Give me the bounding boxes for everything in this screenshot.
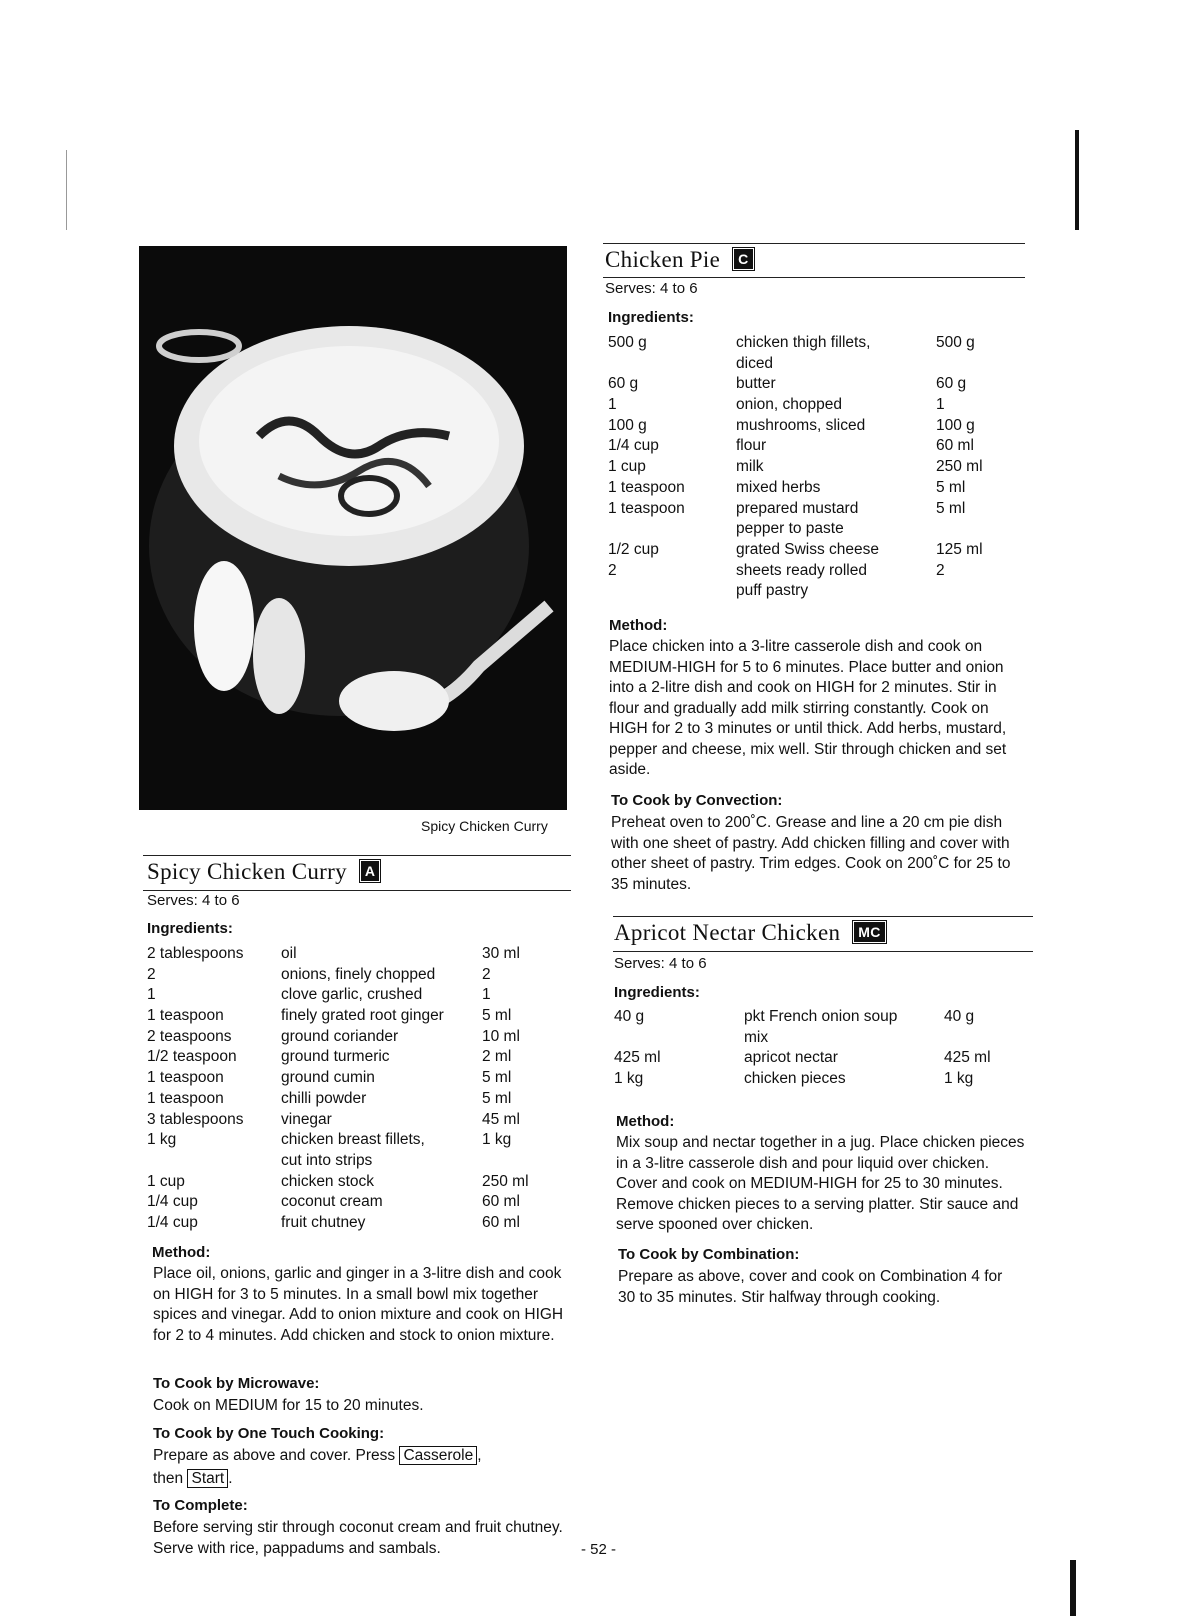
ingredient-metric: 5 ml (936, 478, 966, 496)
curry-title-rule-bottom (143, 890, 571, 891)
onetouch-prefix: Prepare as above and cover. Press (153, 1447, 396, 1464)
curry-microwave-text: Cook on MEDIUM for 15 to 20 minutes. (153, 1397, 424, 1414)
ingredient-name: prepared mustard (736, 499, 859, 517)
ingredient-metric: 1 (482, 986, 491, 1004)
ingredient-row (608, 374, 1028, 395)
curry-serves: Serves: 4 to 6 (147, 892, 240, 909)
onetouch-period: . (228, 1470, 233, 1487)
ingredient-name: puff pastry (736, 582, 809, 600)
ingredient-name: chicken stock (281, 1172, 375, 1190)
apricot-method-label: Method: (616, 1113, 675, 1130)
ingredient-name: mushrooms, sliced (736, 416, 866, 434)
curry-microwave-label: To Cook by Microwave: (153, 1375, 320, 1392)
curry-method-label: Method: (152, 1244, 211, 1261)
ingredient-metric: 40 g (944, 1008, 975, 1025)
curry-badge: A (361, 861, 379, 881)
ingredient-name: ground cumin (281, 1069, 375, 1087)
pie-title-rule-top (603, 243, 1025, 244)
ingredient-row (147, 1027, 577, 1048)
ingredient-row (147, 1130, 577, 1151)
ingredient-qty: 1 teaspoon (608, 478, 685, 496)
ingredient-row (608, 436, 1028, 457)
ingredient-name: chilli powder (281, 1089, 367, 1107)
ingredient-name: onion, chopped (736, 396, 843, 414)
ingredient-row (608, 333, 1028, 354)
ingredient-qty: 1 cup (147, 1172, 185, 1190)
ingredient-qty: 60 g (608, 375, 639, 393)
ingredient-name: milk (736, 458, 764, 476)
curry-onetouch-line2 (153, 1469, 233, 1490)
apricot-title-text: Apricot Nectar Chicken (614, 920, 841, 945)
onetouch-then: then (153, 1470, 184, 1487)
ingredient-name: coconut cream (281, 1193, 383, 1211)
ingredient-name: ground coriander (281, 1027, 399, 1045)
start-key: Start (187, 1469, 228, 1488)
curry-title-text: Spicy Chicken Curry (147, 859, 347, 884)
photo-caption: Spicy Chicken Curry (421, 818, 548, 834)
ingredient-row (608, 416, 1028, 437)
ingredient-qty: 1/4 cup (608, 437, 659, 455)
ingredient-metric: 5 ml (936, 499, 966, 517)
ingredient-row (608, 478, 1028, 499)
ingredient-qty: 1 teaspoon (147, 1069, 224, 1087)
ingredient-row (608, 519, 1028, 540)
ingredient-name: chicken pieces (744, 1070, 846, 1088)
apricot-ingredients-list (614, 1007, 1034, 1090)
curry-onetouch-label: To Cook by One Touch Cooking: (153, 1425, 385, 1442)
ingredient-qty: 3 tablespoons (147, 1110, 244, 1128)
ingredient-qty: 1/2 cup (608, 540, 659, 558)
ingredient-qty: 1 teaspoon (608, 499, 685, 517)
curry-onetouch-line1 (153, 1446, 482, 1467)
pie-badge: C (734, 249, 752, 269)
ingredient-row (147, 1089, 577, 1110)
apricot-title-rule-top (613, 916, 1033, 917)
apricot-title (614, 920, 885, 946)
ingredient-row (147, 1047, 577, 1068)
ingredient-metric: 60 ml (482, 1213, 520, 1231)
pie-title (605, 247, 753, 273)
ingredient-qty: 100 g (608, 416, 647, 434)
ingredient-name: mixed herbs (736, 478, 821, 496)
ingredient-name: clove garlic, crushed (281, 986, 423, 1004)
ingredient-metric: 45 ml (482, 1110, 520, 1128)
ingredient-name: mix (744, 1028, 769, 1046)
ingredient-name: pepper to paste (736, 520, 844, 538)
pie-title-text: Chicken Pie (605, 247, 721, 272)
ingredient-name: chicken breast fillets, (281, 1131, 425, 1149)
curry-photo (139, 246, 567, 810)
ingredient-row (147, 1006, 577, 1027)
ingredient-name: chicken thigh fillets, (736, 334, 871, 351)
ingredient-metric: 125 ml (936, 540, 983, 558)
apricot-combination-label: To Cook by Combination: (618, 1246, 800, 1263)
ingredient-metric: 500 g (936, 334, 975, 351)
ingredient-row (147, 1213, 577, 1234)
ingredient-row (608, 540, 1028, 561)
ingredient-row (614, 1069, 1034, 1090)
ingredient-name: apricot nectar (744, 1049, 838, 1067)
curry-title (147, 859, 379, 885)
ingredient-row (147, 1151, 577, 1172)
curry-title-rule-top (143, 855, 571, 856)
apricot-title-rule-bottom (613, 951, 1033, 952)
ingredient-name: finely grated root ginger (281, 1007, 444, 1025)
ingredient-qty: 1/4 cup (147, 1213, 198, 1231)
pie-convection-text: Preheat oven to 200˚C. Grease and line a 20 cm pie dish with one sheet of pastry. Add chicken filling and cover with other sheet of pastry. Trim edges. Cook on 200˚C for 25 to 35 minutes. (611, 814, 1011, 893)
curry-ingredients-list (147, 944, 577, 1234)
ingredient-metric: 60 ml (482, 1193, 520, 1211)
page-number: - 52 - (581, 1541, 617, 1558)
ingredient-name: sheets ready rolled (736, 561, 867, 579)
ingredient-qty: 1/2 teaspoon (147, 1048, 237, 1066)
ingredient-row (147, 985, 577, 1006)
pie-title-rule-bottom (603, 277, 1025, 278)
apricot-serves: Serves: 4 to 6 (614, 955, 707, 972)
ingredient-row (147, 1110, 577, 1131)
ingredient-row (608, 581, 1028, 602)
ingredient-metric: 250 ml (936, 458, 983, 476)
ingredient-qty: 1 cup (608, 458, 646, 476)
ingredient-qty: 500 g (608, 334, 647, 351)
ingredient-row (608, 457, 1028, 478)
ingredient-name: onions, finely chopped (281, 965, 436, 983)
ingredient-metric: 5 ml (482, 1089, 512, 1107)
ingredient-metric: 250 ml (482, 1172, 529, 1190)
ingredient-name: diced (736, 354, 774, 372)
ingredient-name: fruit chutney (281, 1213, 366, 1231)
ingredient-qty: 2 (147, 965, 156, 983)
ingredient-name: ground turmeric (281, 1048, 390, 1066)
ingredient-name: vinegar (281, 1110, 332, 1128)
ingredient-qty: 1 (147, 986, 156, 1004)
curry-dish-illustration (139, 246, 567, 810)
ingredient-metric: 60 ml (936, 437, 974, 455)
ingredient-qty: 1/4 cup (147, 1193, 198, 1211)
ingredient-metric: 30 ml (482, 945, 520, 962)
ingredient-qty: 1 kg (147, 1131, 177, 1149)
ingredient-metric: 2 ml (482, 1048, 512, 1066)
ingredient-metric: 10 ml (482, 1027, 520, 1045)
scan-mark-right-top (1075, 130, 1079, 230)
pie-ingredients-label: Ingredients: (608, 309, 694, 326)
pie-serves: Serves: 4 to 6 (605, 280, 698, 297)
ingredient-row (608, 499, 1028, 520)
ingredient-row (608, 395, 1028, 416)
onetouch-comma: , (477, 1447, 482, 1464)
apricot-method-text: Mix soup and nectar together in a jug. Place chicken pieces in a 3-litre casserole dish and pour liquid over chicken. Cover and cook on MEDIUM-HIGH for 25 to 30 minutes. Remove chicken pieces to a serving platter. Stir sauce and serve spooned over chicken. (616, 1134, 1025, 1233)
ingredient-qty: 1 teaspoon (147, 1089, 224, 1107)
curry-method-text: Place oil, onions, garlic and ginger in a 3-litre dish and cook on HIGH for 3 to 5 minutes. In a small bowl mix together spices and vinegar. Add to onion mixture and cook on HIGH for 2 to 4 minutes. Add chicken and stock to onion mixture. (153, 1265, 564, 1344)
apricot-combination-text: Prepare as above, cover and cook on Combination 4 for 30 to 35 minutes. Stir halfway through cooking. (618, 1268, 1003, 1306)
curry-complete-label: To Complete: (153, 1497, 248, 1514)
ingredient-row (147, 965, 577, 986)
curry-complete-text: Before serving stir through coconut cream and fruit chutney. Serve with rice, pappadums and sambals. (153, 1519, 563, 1557)
ingredient-name: flour (736, 437, 767, 455)
ingredient-qty: 1 kg (614, 1070, 644, 1088)
casserole-key: Casserole (399, 1446, 477, 1465)
ingredient-row (614, 1028, 1034, 1049)
pie-ingredients-list (608, 333, 1028, 602)
ingredient-metric: 1 kg (482, 1131, 512, 1149)
ingredient-row (608, 561, 1028, 582)
ingredient-metric: 1 kg (944, 1070, 974, 1088)
ingredient-name: oil (281, 945, 297, 962)
ingredient-metric: 2 (482, 965, 491, 983)
pie-method-label: Method: (609, 617, 668, 634)
apricot-ingredients-label: Ingredients: (614, 984, 700, 1001)
ingredient-name: butter (736, 375, 776, 393)
ingredient-qty: 1 teaspoon (147, 1007, 224, 1025)
ingredient-row (608, 354, 1028, 375)
scan-mark-left (66, 150, 67, 230)
ingredient-metric: 100 g (936, 416, 975, 434)
ingredient-qty: 425 ml (614, 1049, 661, 1067)
ingredient-qty: 2 (608, 561, 617, 579)
ingredient-qty: 40 g (614, 1008, 645, 1025)
ingredient-metric: 2 (936, 561, 945, 579)
pie-convection-label: To Cook by Convection: (611, 792, 783, 809)
ingredient-metric: 425 ml (944, 1049, 991, 1067)
ingredient-metric: 60 g (936, 375, 967, 393)
ingredient-metric: 1 (936, 396, 945, 414)
ingredient-row (147, 944, 577, 965)
ingredient-row (147, 1192, 577, 1213)
ingredient-name: cut into strips (281, 1151, 373, 1169)
ingredient-metric: 5 ml (482, 1069, 512, 1087)
curry-ingredients-label: Ingredients: (147, 920, 233, 937)
ingredient-qty: 2 teaspoons (147, 1027, 232, 1045)
ingredient-metric: 5 ml (482, 1007, 512, 1025)
ingredient-row (614, 1007, 1034, 1028)
apricot-badge: MC (854, 922, 884, 942)
ingredient-name: grated Swiss cheese (736, 540, 880, 558)
ingredient-row (147, 1068, 577, 1089)
ingredient-name: pkt French onion soup (744, 1008, 898, 1025)
ingredient-qty: 1 (608, 396, 617, 414)
pie-method-text: Place chicken into a 3-litre casserole dish and cook on MEDIUM-HIGH for 5 to 6 minutes. Place butter and onion into a 2-litre dish and cook on HIGH for 2 minutes. Stir in flour and gradually add milk stirring constantly. Cook on HIGH for 2 to 3 minutes or until thick. Add herbs, mustard, pepper and cheese, mix well. Stir through chicken and set aside. (609, 638, 1007, 778)
ingredient-row (147, 1172, 577, 1193)
ingredient-row (614, 1048, 1034, 1069)
scan-mark-right-bottom (1070, 1560, 1076, 1616)
ingredient-qty: 2 tablespoons (147, 945, 244, 962)
